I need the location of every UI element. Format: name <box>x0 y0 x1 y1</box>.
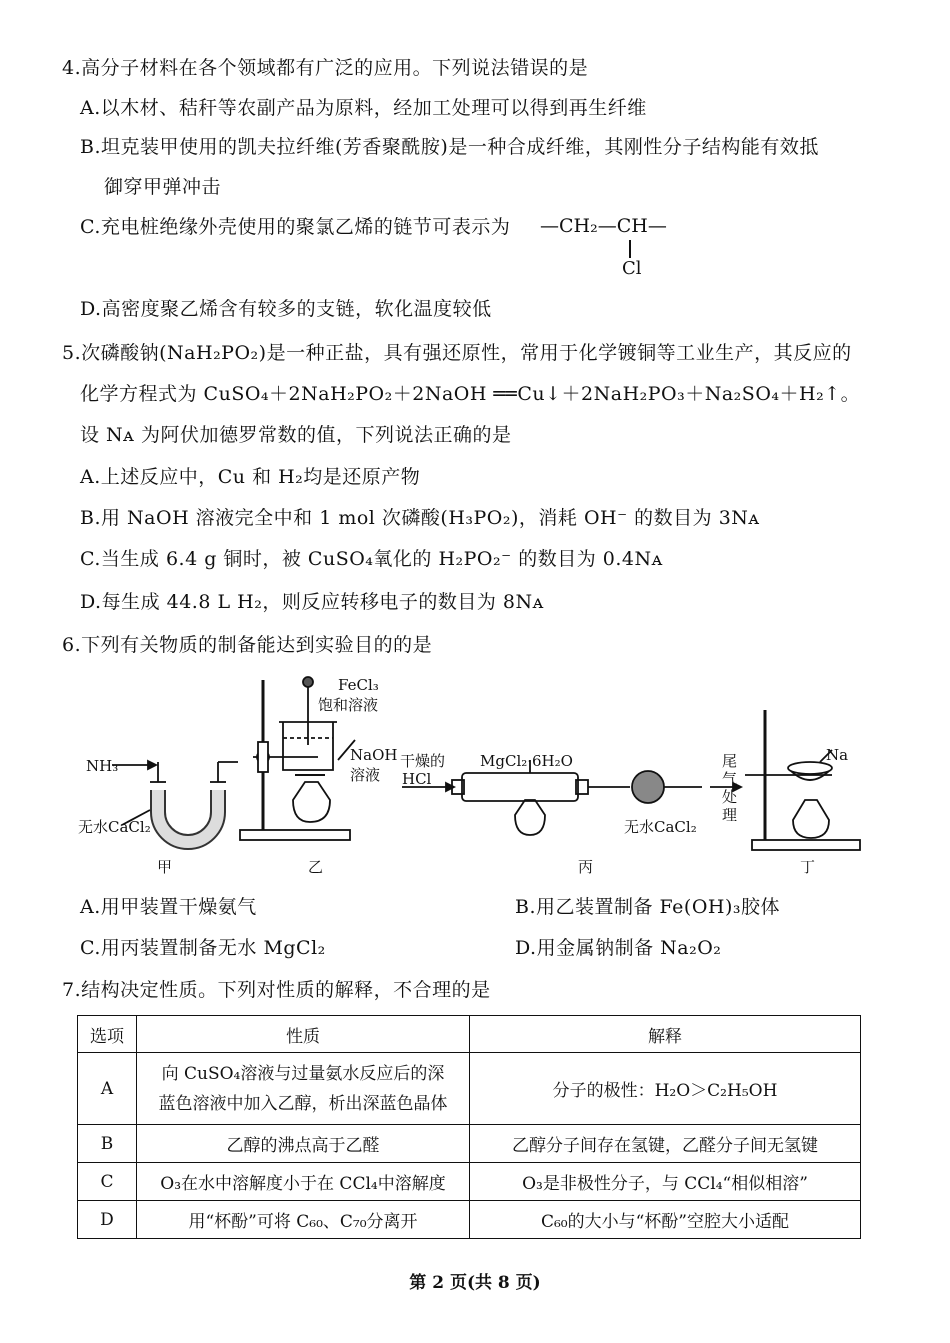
page-footer: 第 2 页(共 8 页) <box>409 1273 541 1293</box>
table-row <box>78 1201 861 1239</box>
row-explanation: 乙醇分子间存在氢键，乙醛分子间无氢键 <box>470 1125 861 1163</box>
label-cacl2-bing: 无水CaCl₂ <box>624 818 697 836</box>
row-property-line1: 向 CuSO₄溶液与过量氨水反应后的深 <box>161 1063 445 1084</box>
q6-option-c: C.用丙装置制备无水 MgCl₂ <box>80 937 326 959</box>
q4-option-b-line2: 御穿甲弹冲击 <box>104 176 222 198</box>
label-naoh: NaOH <box>350 746 398 764</box>
row-option: D <box>78 1201 137 1239</box>
q5-stem-line1: 5.次磷酸钠(NaH₂PO₂)是一种正盐，具有强还原性，常用于化学镀铜等工业生产，其反应的 <box>62 342 852 364</box>
q5-option-a: A.上述反应中，Cu 和 H₂均是还原产物 <box>80 466 421 488</box>
pvc-chain: —CH₂—CH— <box>540 215 667 237</box>
q5-stem-line3: 设 Nᴀ 为阿伏加德罗常数的值，下列说法正确的是 <box>80 424 512 446</box>
label-fecl3: FeCl₃ <box>338 676 379 694</box>
label-cacl2-jia: 无水CaCl₂ <box>78 818 151 836</box>
row-explanation: C₆₀的大小与“杯酚”空腔大小适配 <box>470 1201 861 1239</box>
row-explanation: O₃是非极性分子，与 CCl₄“相似相溶” <box>470 1163 861 1201</box>
q6-stem: 6.下列有关物质的制备能达到实验目的的是 <box>62 634 433 656</box>
row-property-line2: 蓝色溶液中加入乙醇，析出深蓝色晶体 <box>158 1093 448 1114</box>
label-saturated: 饱和溶液 <box>318 696 379 714</box>
row-explanation: 分子的极性：H₂O＞C₂H₅OH <box>470 1053 861 1125</box>
label-yi: 乙 <box>308 858 324 876</box>
q7-table <box>77 1015 861 1239</box>
pvc-chlorine: Cl <box>622 258 642 279</box>
row-property: 乙醇的沸点高于乙醛 <box>137 1125 470 1163</box>
q4-option-c: C.充电桩绝缘外壳使用的聚氯乙烯的链节可表示为 <box>80 216 511 238</box>
q4-option-b-line1: B.坦克装甲使用的凯夫拉纤维(芳香聚酰胺)是一种合成纤维，其刚性分子结构能有效抵 <box>80 136 819 158</box>
q4-stem: 4.高分子材料在各个领域都有广泛的应用。下列说法错误的是 <box>62 57 589 79</box>
q4-option-d: D.高密度聚乙烯含有较多的支链，软化温度较低 <box>80 298 492 320</box>
row-option: C <box>78 1163 137 1201</box>
table-row <box>78 1163 861 1201</box>
row-property <box>137 1053 470 1125</box>
label-na: Na <box>826 746 849 764</box>
table-row <box>78 1053 861 1125</box>
q6-option-d: D.用金属钠制备 Na₂O₂ <box>515 937 722 959</box>
label-dry: 干燥的 <box>400 752 446 770</box>
label-bing: 丙 <box>578 858 594 876</box>
q7-stem: 7.结构决定性质。下列对性质的解释，不合理的是 <box>62 979 491 1001</box>
q5-option-d: D.每生成 44.8 L H₂，则反应转移电子的数目为 8Nᴀ <box>80 591 544 613</box>
q5-equation: 化学方程式为 CuSO₄＋2NaH₂PO₂＋2NaOH ══Cu↓＋2NaH₂PO₃＋Na₂SO₄＋H₂↑。 <box>80 383 861 405</box>
row-property: 用“杯酚”可将 C₆₀、C₇₀分离开 <box>137 1201 470 1239</box>
row-property: O₃在水中溶解度小于在 CCl₄中溶解度 <box>137 1163 470 1201</box>
q6-option-b: B.用乙装置制备 Fe(OH)₃胶体 <box>515 896 781 918</box>
label-solution: 溶液 <box>350 766 381 784</box>
label-tail-gas: 尾气处理 <box>722 752 738 824</box>
row-option: B <box>78 1125 137 1163</box>
header-explanation: 解释 <box>470 1016 861 1053</box>
table-header-row <box>78 1016 861 1053</box>
label-mgcl2-hydrate: MgCl₂·6H₂O <box>480 752 573 770</box>
q6-option-a: A.用甲装置干燥氨气 <box>80 896 257 918</box>
header-option: 选项 <box>78 1016 137 1053</box>
label-hcl: HCl <box>402 770 432 788</box>
q5-option-c: C.当生成 6.4 g 铜时，被 CuSO₄氧化的 H₂PO₂⁻ 的数目为 0.4Nᴀ <box>80 548 663 570</box>
header-property: 性质 <box>137 1016 470 1053</box>
ding-apparatus-drawing <box>745 710 860 850</box>
table-row <box>78 1125 861 1163</box>
row-option: A <box>78 1053 137 1125</box>
q5-option-b: B.用 NaOH 溶液完全中和 1 mol 次磷酸(H₃PO₂)，消耗 OH⁻ 的数目为 3Nᴀ <box>80 507 760 529</box>
q4-option-a: A.以木材、秸秆等农副产品为原料，经加工处理可以得到再生纤维 <box>80 97 647 119</box>
label-jia: 甲 <box>157 858 173 876</box>
label-nh3: NH₃ <box>86 757 119 775</box>
label-ding: 丁 <box>800 858 816 876</box>
